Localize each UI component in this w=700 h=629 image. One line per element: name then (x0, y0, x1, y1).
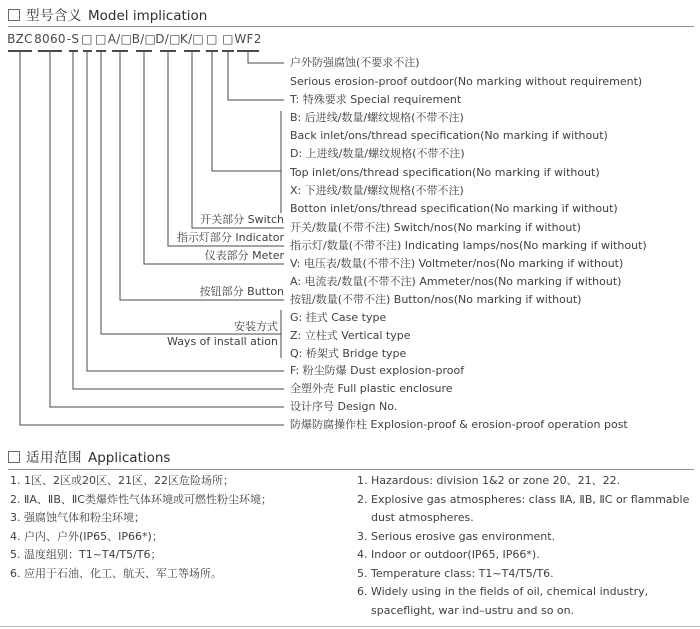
model-branch-text: D: 上进线/数量/螺纹规格(不带不注) (290, 147, 465, 160)
application-item-en: 6. Widely using in the fields of oil, chemical industry, spaceflight, war ind–ustru and so on. (357, 585, 649, 617)
application-item-cn: 2. ⅡA、ⅡB、ⅡC类爆炸性气体环境或可燃性粉尘环境； (10, 492, 272, 506)
model-branch-text: Z: 立柱式 Vertical type (290, 329, 411, 342)
model-branch-text: Top inlet/ons/thread specification(No marking if without) (290, 166, 600, 179)
model-branch-text: Q: 桥架式 Bridge type (290, 347, 407, 360)
applications-list-en (357, 472, 695, 620)
model-branch-text: 设计序号 Design No. (290, 400, 398, 413)
model-branch-text: A: 电流表/数量(不带不注) Ammeter/nos(No marking if without) (290, 275, 622, 288)
model-section-title-en: Model implication (88, 8, 208, 24)
application-item-en: 5. Temperature class: T1~T4/T5/T6. (357, 566, 554, 580)
model-branch-text: 开关/数量(不带不注) Switch/nos(No marking if without) (290, 221, 581, 234)
model-code-segment: WF2 (234, 32, 262, 46)
model-branch-text: V: 电压表/数量(不带不注) Voltmeter/nos(No marking if without) (290, 257, 624, 270)
model-branch-text: 户外防强腐蚀(不要求不注) (290, 56, 420, 69)
applications-title-cn: 适用范围 (26, 450, 82, 466)
model-branch-text: G: 挂式 Case type (290, 311, 387, 324)
model-branch-text: 指示灯/数量(不带不注) Indicating lamps/nos(No marking if without) (290, 239, 647, 252)
model-branch-text: Botton inlet/ons/thread specification(No marking if without) (290, 202, 618, 215)
model-branch-text: Back inlet/ons/thread specification(No marking if without) (290, 129, 608, 142)
model-branch-text: 全塑外壳 Full plastic enclosure (290, 382, 453, 395)
branch-label-meter: 仪表部分 Meter (204, 249, 284, 262)
model-code-segment: -S (66, 32, 80, 46)
model-branch-text: F: 粉尘防爆 Dust explosion-proof (290, 364, 465, 377)
model-branch-text: 按钮/数量(不带不注) Button/nos(No marking if without) (290, 293, 582, 306)
branch-label-button: 按钮部分 Button (199, 285, 284, 298)
application-item-cn: 1. 1区、2区或20区、21区、22区危险场所； (10, 474, 234, 487)
page-bottom-divider (0, 626, 700, 627)
model-code-segment: A/□ (107, 32, 133, 46)
applications-section-title (8, 448, 170, 468)
applications-list-cn (10, 472, 352, 583)
model-code-segment: K/□ (179, 32, 205, 46)
model-code-segment: □ (206, 32, 218, 46)
application-item-cn: 4. 户内、户外(IP65、IP66*)； (10, 529, 163, 543)
model-section-title-cn: 型号含义 (26, 8, 82, 24)
application-item-en: 3. Serious erosive gas environment. (357, 529, 556, 543)
model-code-segment: □ (222, 32, 234, 46)
branch-label-install (167, 319, 278, 349)
application-item-cn: 3. 强腐蚀气体和粉尘环境； (10, 511, 145, 524)
model-code-segment: □ (81, 32, 93, 46)
model-branch-text: T: 特殊要求 Special requirement (290, 93, 462, 106)
model-code-segment: BZC (7, 32, 33, 46)
application-item-en: 2. Explosive gas atmospheres: class ⅡA, ⅡB, ⅡC or flammable dust atmospheres. (357, 492, 690, 524)
model-branch-text: B: 后进线/数量/螺纹规格(不带不注) (290, 111, 464, 124)
model-code-segment: D/□ (155, 32, 181, 46)
branch-label-indicator: 指示灯部分 Indicator (176, 231, 284, 244)
model-code-segment: 8060 (34, 32, 66, 46)
application-item-en: 4. Indoor or outdoor(IP65, IP66*). (357, 548, 540, 561)
section-square-icon (8, 451, 20, 463)
model-code-segment: □ (95, 32, 107, 46)
model-branch-text: Serious erosion-proof outdoor(No marking without requirement) (290, 75, 643, 88)
application-item-cn: 6. 应用于石油、化工、航天、军工等场所。 (10, 566, 222, 580)
application-item-cn: 5. 温度组别：T1~T4/T5/T6； (10, 548, 162, 561)
branch-label-switch: 开关部分 Switch (200, 213, 284, 226)
branch-label-install-cn: 安装方式 (234, 320, 278, 333)
applications-title-en: Applications (88, 450, 171, 466)
applications-section-divider (8, 469, 694, 470)
model-code-segment: B/□ (131, 32, 157, 46)
application-item-en: 1. Hazardous: division 1&2 or zone 20、21、22. (357, 474, 621, 487)
model-branch-text: X: 下进线/数量/螺纹规格(不带不注) (290, 184, 464, 197)
model-branch-text: 防爆防腐操作柱 Explosion-proof & erosion-proof operation post (290, 418, 628, 431)
branch-label-install-en: Ways of install ation (167, 335, 278, 348)
